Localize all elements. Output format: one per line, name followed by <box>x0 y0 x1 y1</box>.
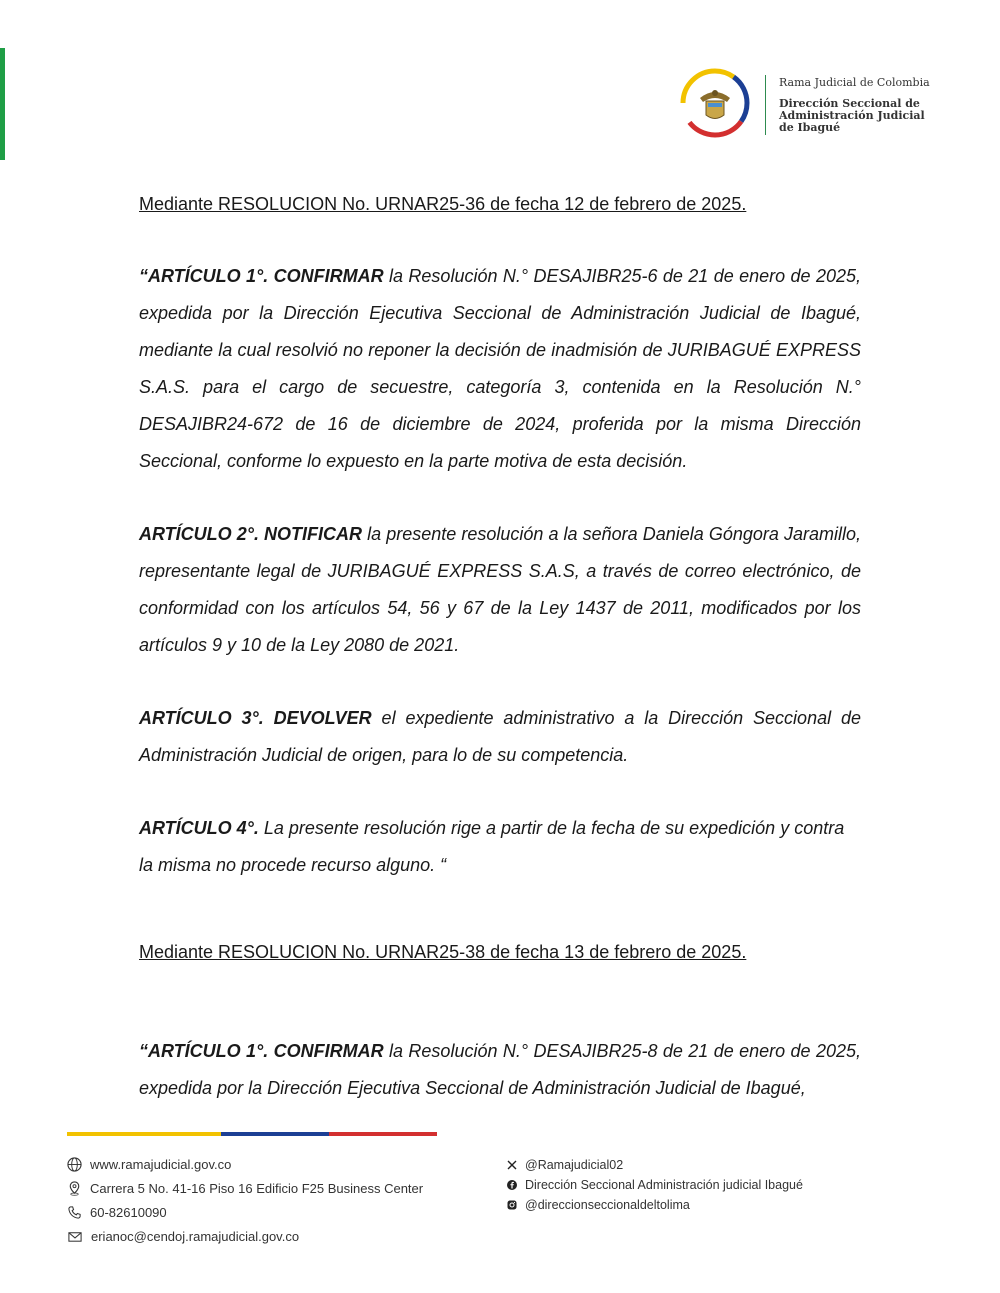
resolution-heading: Mediante RESOLUCION No. URNAR25-36 de fecha 12 de febrero de 2025. <box>139 194 747 214</box>
footer-website[interactable] <box>67 1157 231 1172</box>
article-paragraph <box>139 258 861 480</box>
x-icon <box>507 1160 517 1170</box>
article-paragraph <box>139 516 861 664</box>
article-text: el expediente administrativo a la Dirección Seccional de Administración Judicial de origen, para lo de su competencia. <box>139 708 861 765</box>
instagram-text[interactable]: @direccionseccionaldeltolima <box>525 1198 690 1212</box>
footer-x-account[interactable] <box>507 1158 623 1172</box>
org-subtitle-line: Administración Judicial <box>779 109 925 122</box>
article-label: ARTÍCULO 2°. NOTIFICAR <box>139 524 363 544</box>
footer-phone <box>67 1205 167 1220</box>
article-label: “ARTÍCULO 1°. CONFIRMAR <box>139 1041 384 1061</box>
left-accent-bar <box>0 48 5 160</box>
phone-icon <box>67 1205 82 1220</box>
article-label: ARTÍCULO 4°. <box>139 818 259 838</box>
footer-stripe-yellow <box>67 1132 221 1136</box>
footer-facebook-account[interactable] <box>507 1178 803 1192</box>
facebook-text[interactable]: Dirección Seccional Administración judicial Ibagué <box>525 1178 803 1192</box>
footer-stripe-blue <box>221 1132 329 1136</box>
phone-text: 60-82610090 <box>90 1205 167 1220</box>
mail-icon <box>67 1229 83 1244</box>
resolution-heading: Mediante RESOLUCION No. URNAR25-38 de fecha 13 de febrero de 2025. <box>139 942 747 962</box>
coat-of-arms-logo <box>680 68 750 138</box>
org-subtitle-line: de Ibagué <box>779 121 841 134</box>
article-label: “ARTÍCULO 1°. CONFIRMAR <box>139 266 384 286</box>
article-paragraph <box>139 700 861 774</box>
globe-icon <box>67 1157 82 1172</box>
org-subtitle-line: Dirección Seccional de <box>779 97 920 110</box>
article-text: la Resolución N.° DESAJIBR25-6 de 21 de enero de 2025, expedida por la Dirección Ejecutiva Seccional de Administración Judicial de Ibagué, mediante la cual resolvió no reponer la decisión de inadmisión de JURIBAGUÉ EXPRESS S.A.S. para el cargo de secuestre, categoría 3, contenida en la Resolución N.° DESAJIBR24-672 de 16 de diciembre de 2024, proferida por la misma Dirección Seccional, conforme lo expuesto en la parte motiva de esta decisión. <box>139 266 861 471</box>
footer-instagram-account[interactable] <box>507 1198 690 1212</box>
org-title: Rama Judicial de Colombia <box>779 76 930 89</box>
article-paragraph <box>139 1033 861 1107</box>
location-pin-icon <box>67 1181 82 1196</box>
article-text: la Resolución N.° DESAJIBR25-8 de 21 de enero de 2025, expedida por la Dirección Ejecutiva Seccional de Administración Judicial de Ibagué, <box>139 1041 861 1098</box>
website-text[interactable]: www.ramajudicial.gov.co <box>90 1157 232 1172</box>
logo-divider <box>765 75 766 135</box>
facebook-icon <box>507 1180 517 1190</box>
address-text: Carrera 5 No. 41-16 Piso 16 Edificio F25 Business Center <box>90 1181 424 1196</box>
instagram-icon <box>507 1200 517 1210</box>
footer-address <box>67 1181 423 1196</box>
x-handle-text[interactable]: @Ramajudicial02 <box>525 1158 624 1172</box>
footer-email[interactable] <box>67 1229 299 1244</box>
org-subtitle <box>779 98 925 134</box>
article-label: ARTÍCULO 3°. DEVOLVER <box>139 708 372 728</box>
email-text[interactable]: erianoc@cendoj.ramajudicial.gov.co <box>91 1229 300 1244</box>
footer-stripe-red <box>329 1132 437 1136</box>
article-text: la presente resolución a la señora Daniela Góngora Jaramillo, representante legal de JURIBAGUÉ EXPRESS S.A.S, a través de correo electrónico, de conformidad con los artículos 54, 56 y 67 de la Ley 1437 de 2011, modificados por los artículos 9 y 10 de la Ley 2080 de 2021. <box>139 524 861 655</box>
article-text: La presente resolución rige a partir de la fecha de su expedición y contra la misma no procede recurso alguno. “ <box>139 818 845 875</box>
article-paragraph <box>139 810 861 884</box>
